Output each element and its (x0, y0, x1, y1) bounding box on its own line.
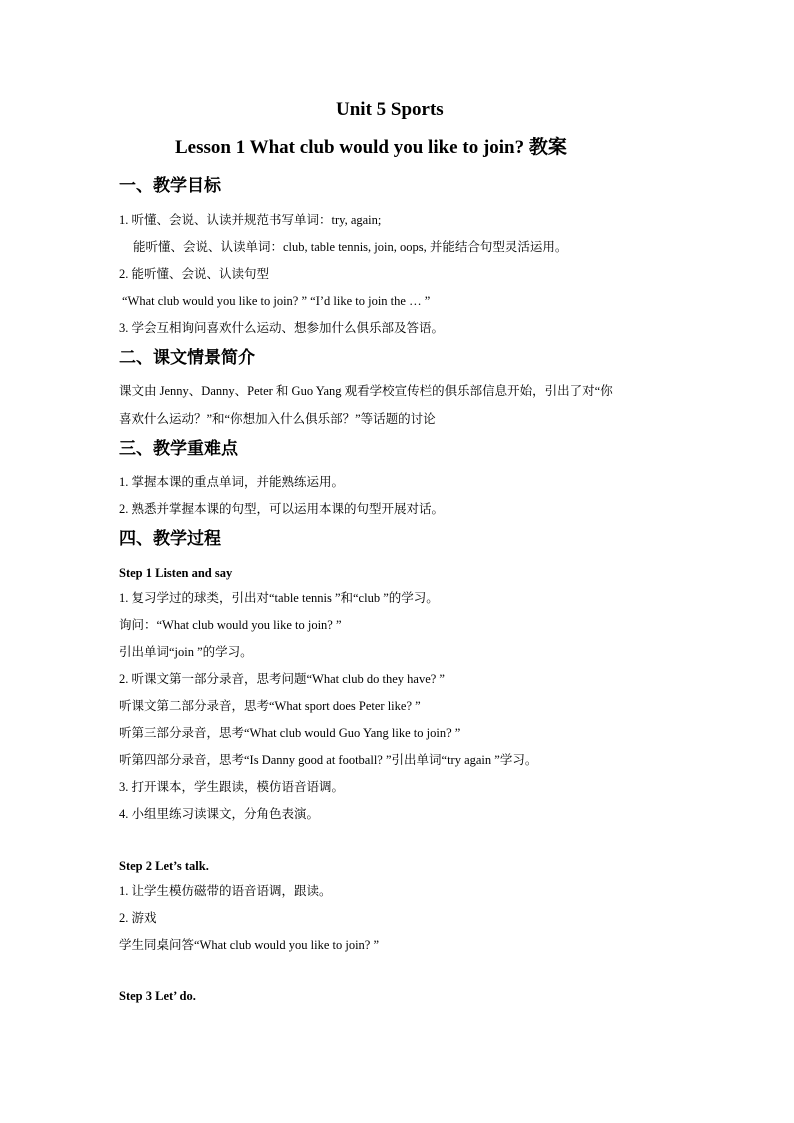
step-line: 2. 听课文第一部分录音，思考问题“What club do they have? ” (119, 672, 445, 686)
step-line: 听课文第二部分录音，思考“What sport does Peter like? ” (119, 699, 421, 713)
step-line: 听第四部分录音，思考“Is Danny good at football? ”引出单词“try again ”学习。 (119, 753, 538, 767)
step-line: 2. 游戏 (119, 911, 157, 925)
step-line: 学生同桌问答“What club would you like to join? ” (119, 938, 380, 952)
section-heading-key-points: 三、教学重难点 (119, 439, 238, 459)
objective-line: 2. 能听懂、会说、认读句型 (119, 267, 270, 281)
objective-line: 3. 学会互相询问喜欢什么运动、想参加什么俱乐部及答语。 (119, 321, 445, 335)
document-title: Unit 5 Sports (336, 99, 444, 120)
step-line: 3. 打开课本，学生跟读，模仿语音语调。 (119, 780, 345, 794)
section-heading-objectives: 一、教学目标 (119, 176, 221, 196)
step-line: 1. 让学生模仿磁带的语音语调，跟读。 (119, 884, 332, 898)
section-heading-process: 四、教学过程 (119, 529, 221, 549)
document-subtitle: Lesson 1 What club would you like to join? 教案 (175, 137, 567, 158)
context-line: 喜欢什么运动？”和“你想加入什么俱乐部？”等话题的讨论 (119, 412, 436, 426)
section-heading-context: 二、课文情景简介 (119, 348, 255, 368)
key-point-line: 2. 熟悉并掌握本课的句型，可以运用本课的句型开展对话。 (119, 502, 445, 516)
step-line: 引出单词“join ”的学习。 (119, 645, 253, 659)
step-line: 4. 小组里练习读课文，分角色表演。 (119, 807, 320, 821)
step-line: 听第三部分录音，思考“What club would Guo Yang like to join? ” (119, 726, 461, 740)
step-line: 询问：“What club would you like to join? ” (119, 618, 342, 632)
step-heading: Step 3 Let’ do. (119, 989, 196, 1003)
objective-line: “What club would you like to join? ” “I’d like to join the … ” (122, 294, 431, 308)
step-line: 1. 复习学过的球类，引出对“table tennis ”和“club ”的学习。 (119, 591, 439, 605)
step-heading: Step 2 Let’s talk. (119, 859, 209, 873)
objective-line: 1. 听懂、会说、认读并规范书写单词：try, again; (119, 213, 382, 227)
step-heading: Step 1 Listen and say (119, 566, 233, 580)
context-line: 课文由 Jenny、Danny、Peter 和 Guo Yang 观看学校宣传栏的俱乐部信息开始，引出了对“你 (119, 384, 613, 398)
key-point-line: 1. 掌握本课的重点单词，并能熟练运用。 (119, 475, 345, 489)
objective-line: 能听懂、会说、认读单词：club, table tennis, join, oops, 并能结合句型灵活运用。 (133, 240, 568, 254)
